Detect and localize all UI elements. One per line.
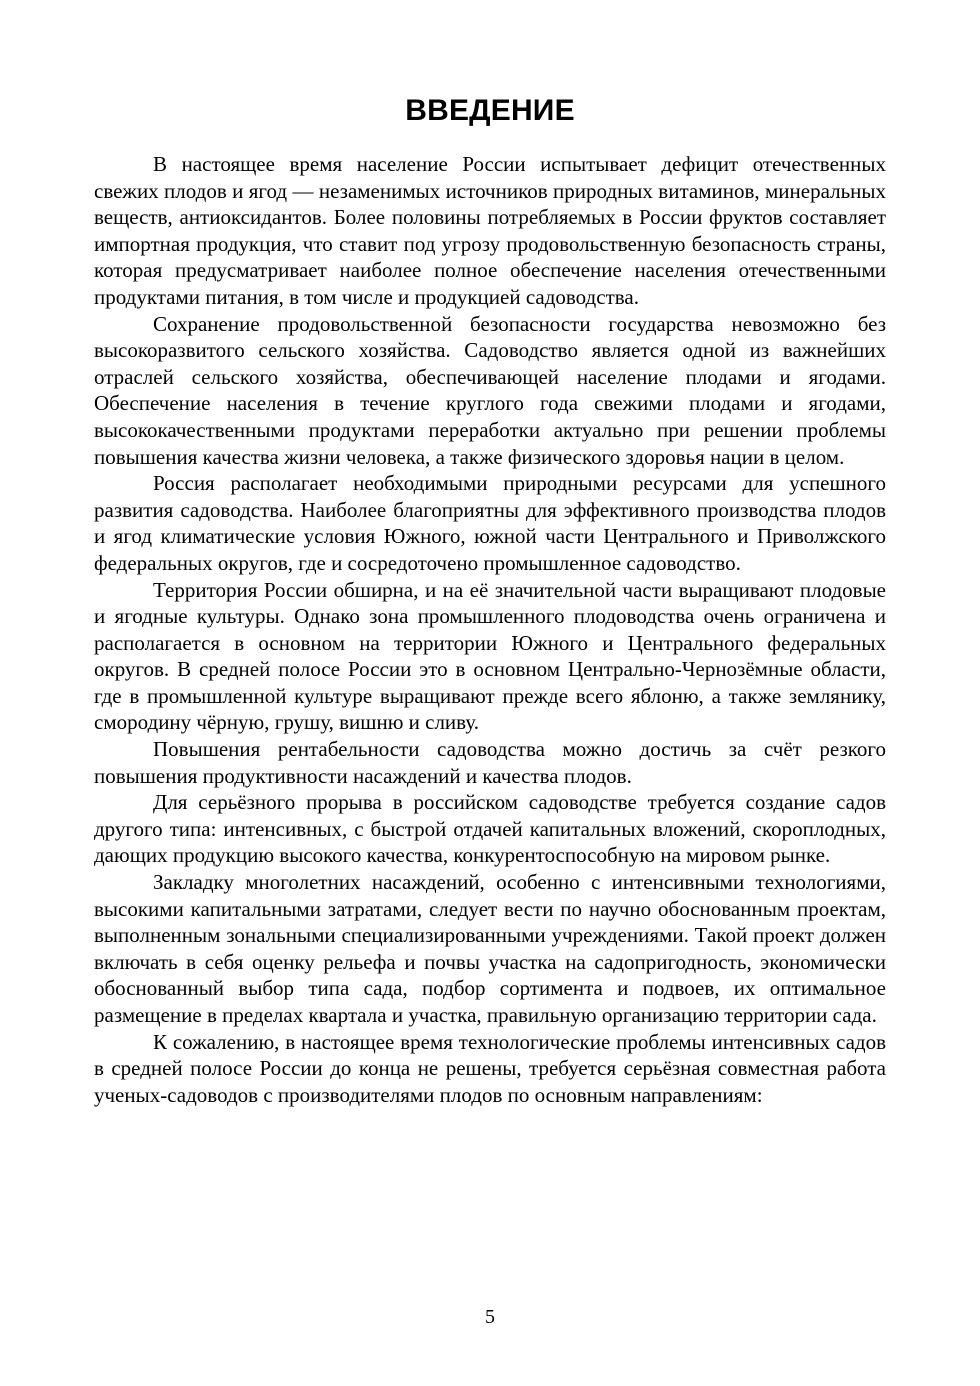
paragraph-3: Россия располагает необходимыми природными ресурсами для успешного развития садоводства. Наиболее благоприятны для эффективного производства плодов и ягод климатические условия Южного, южной части Центрального и Приволжского федеральных округов, где и сосредоточено промышленное садоводство. xyxy=(94,471,886,575)
paragraph-2: Сохранение продовольственной безопасности государства невозможно без высокоразвитого сельского хозяйства. Садоводство является одной из важнейших отраслей сельского хозяйства, обеспечивающей население плодами и ягодами. Обеспечение населения в течение круглого года свежими плодами и ягодами, высококачественными продуктами переработки актуально при решении проблемы повышения качества жизни человека, а также физического здоровья нации в целом. xyxy=(94,311,886,469)
paragraph-5: Повышения рентабельности садоводства можно достичь за счёт резкого повышения продуктивности насаждений и качества плодов. xyxy=(94,737,886,788)
paragraph-4: Территория России обширна, и на её значительной части выращивают плодовые и ягодные культуры. Однако зона промышленного плодоводства очень ограничена и располагается в основном на территории Южного и Центрального федеральных округов. В средней полосе России это в основном Центрально-Чернозёмные области, где в промышленной культуре выращивают прежде всего яблоню, а также землянику, смородину чёрную, грушу, вишню и сливу. xyxy=(94,577,886,735)
paragraph-8: К сожалению, в настоящее время технологические проблемы интенсивных садов в средней полосе России до конца не решены, требуется серьёзная совместная работа ученых-садоводов с производителями плодов по основным направлениям: xyxy=(94,1029,886,1107)
paragraph-1: В настоящее время население России испытывает дефицит отечественных свежих плодов и ягод — незаменимых источников природных витаминов, минеральных веществ, антиоксидантов. Более половины потребляемых в России фруктов составляет импортная продукция, что ставит под угрозу продовольственную безопасность страны, которая предусматривает наиболее полное обеспечение населения отечественными продуктами питания, в том числе и продукцией садоводства. xyxy=(94,152,886,309)
paragraph-7: Закладку многолетних насаждений, особенно с интенсивными технологиями, высокими капитальными затратами, следует вести по научно обоснованным проектам, выполненным зональными специализированными учреждениями. Такой проект должен включать в себя оценку рельефа и почвы участка на садопригодность, экономически обоснованный выбор типа сада, подбор сортимента и подвоев, их оптимальное размещение в пределах квартала и участка, правильную организацию территории сада. xyxy=(94,870,886,1027)
document-page xyxy=(94,88,886,1108)
paragraph-6: Для серьёзного прорыва в российском садоводстве требуется создание садов другого типа: интенсивных, с быстрой отдачей капитальных вложений, скороплодных, дающих продукцию высокого качества, конкурентоспособную на мировом рынке. xyxy=(94,790,886,868)
page-title: ВВЕДЕНИЕ xyxy=(405,94,575,127)
page-number: 5 xyxy=(485,1306,495,1328)
